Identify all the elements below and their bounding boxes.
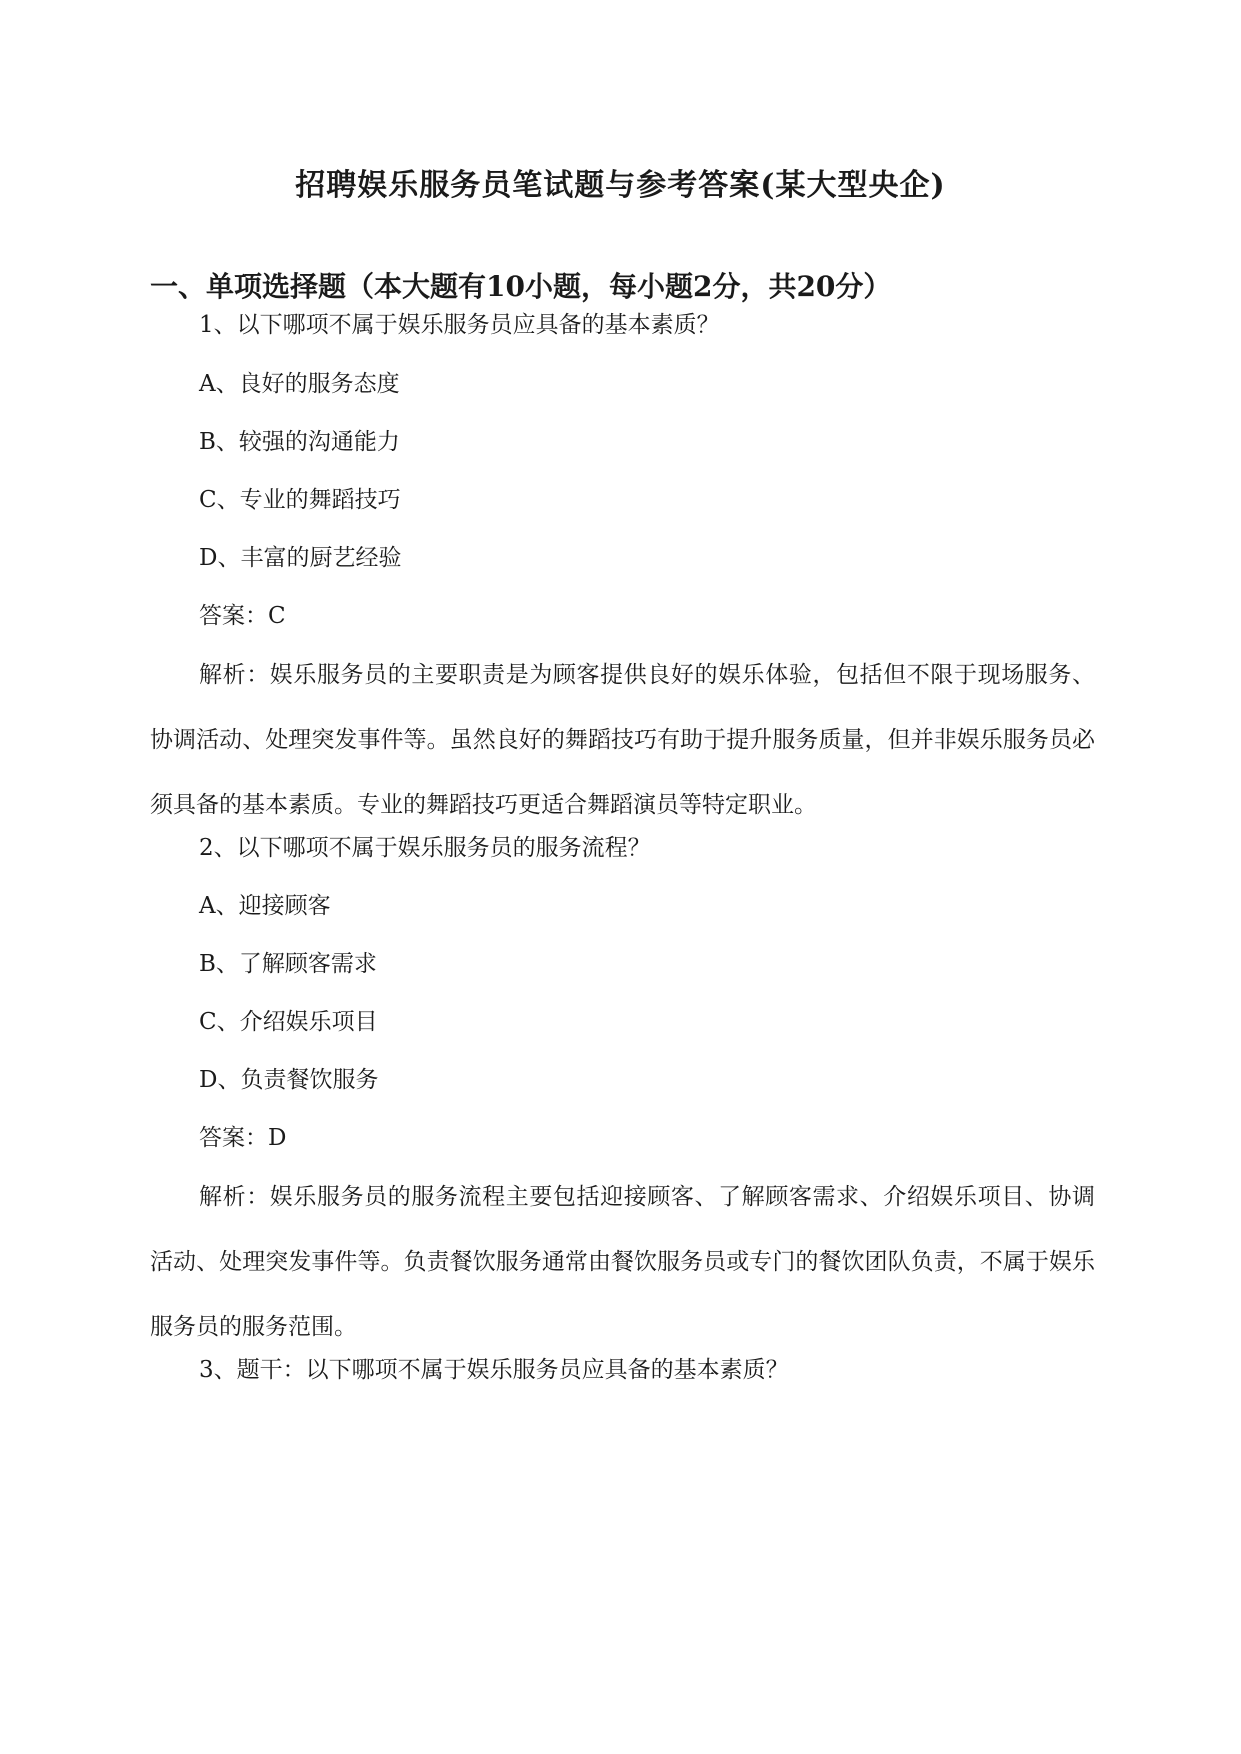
question-2-option-d: D、负责餐饮服务 [199, 1067, 379, 1093]
question-2-analysis: 解析：娱乐服务员的服务流程主要包括迎接顾客、了解顾客需求、介绍娱乐项目、协调活动、处理突发事件等。负责餐饮服务通常由餐饮服务员或专门的餐饮团队负责，不属于娱乐服务员的服务范围。 [150, 1184, 1095, 1340]
question-2-option-c: C、介绍娱乐项目 [199, 1009, 378, 1035]
question-1-option-c: C、专业的舞蹈技巧 [199, 487, 401, 513]
question-1-answer: 答案：C [199, 603, 286, 629]
section-heading: 一、单项选择题（本大题有10小题，每小题2分，共20分） [150, 270, 892, 303]
question-2-stem: 2、以下哪项不属于娱乐服务员的服务流程？ [199, 835, 651, 861]
question-2-answer: 答案：D [199, 1125, 287, 1151]
question-1-stem: 1、以下哪项不属于娱乐服务员应具备的基本素质？ [199, 312, 720, 338]
document-title: 招聘娱乐服务员笔试题与参考答案(某大型央企) [295, 168, 946, 203]
question-2-option-b: B、了解顾客需求 [199, 951, 377, 977]
question-1-option-d: D、丰富的厨艺经验 [199, 545, 402, 571]
question-1-option-a: A、良好的服务态度 [199, 371, 400, 397]
question-3-stem: 3、题干：以下哪项不属于娱乐服务员应具备的基本素质？ [199, 1357, 789, 1383]
question-2-option-a: A、迎接顾客 [199, 893, 331, 919]
question-1-analysis: 解析：娱乐服务员的主要职责是为顾客提供良好的娱乐体验，包括但不限于现场服务、协调活动、处理突发事件等。虽然良好的舞蹈技巧有助于提升服务质量，但并非娱乐服务员必须具备的基本素质。专业的舞蹈技巧更适合舞蹈演员等特定职业。 [150, 662, 1095, 818]
question-1-option-b: B、较强的沟通能力 [199, 429, 400, 455]
